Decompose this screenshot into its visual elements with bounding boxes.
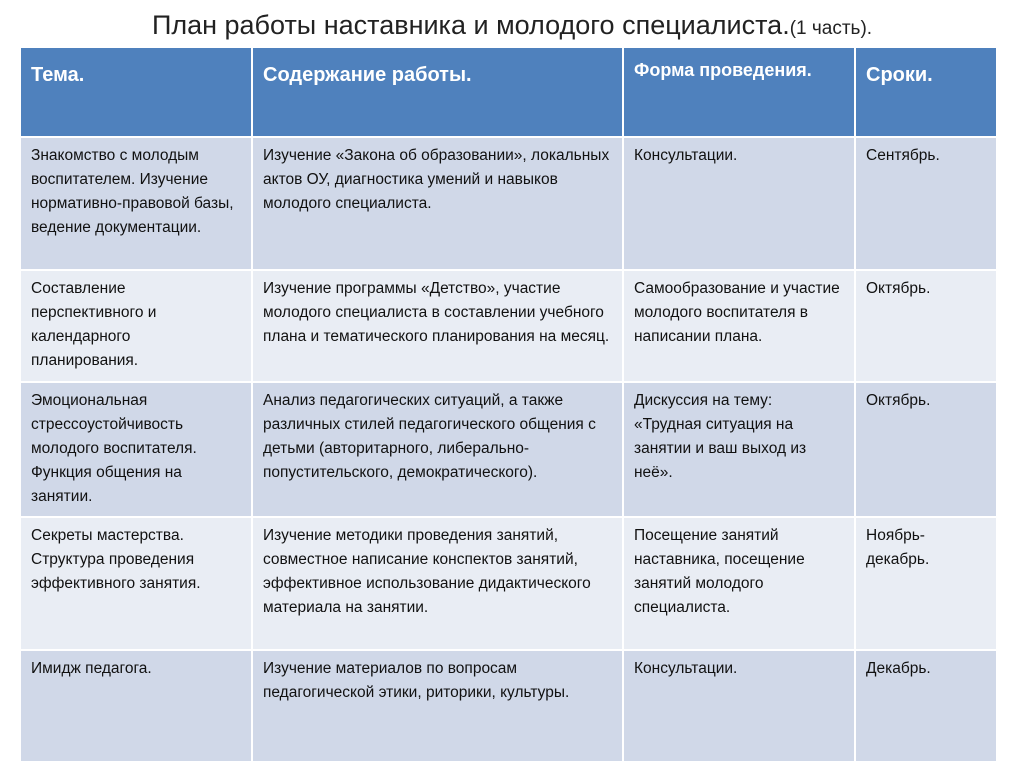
cell-topic: Знакомство с молодым воспитателем. Изучение нормативно-правовой базы, ведение документации. (20, 137, 252, 270)
table-row (20, 517, 997, 650)
table-row (20, 137, 997, 270)
table-row (20, 270, 997, 382)
page-title (0, 0, 1024, 48)
cell-term: Октябрь. (855, 270, 997, 382)
cell-form: Консультации. (623, 137, 855, 270)
cell-content: Изучение «Закона об образовании», локальных актов ОУ, диагностика умений и навыков молодого специалиста. (252, 137, 623, 270)
cell-topic: Эмоциональная стрессоустойчивость молодого воспитателя. Функция общения на занятии. (20, 382, 252, 517)
cell-term: Сентябрь. (855, 137, 997, 270)
cell-form: Самообразование и участие молодого воспитателя в написании плана. (623, 270, 855, 382)
cell-topic: Имидж педагога. (20, 650, 252, 762)
cell-term: Октябрь. (855, 382, 997, 517)
title-main: План работы наставника и молодого специалиста. (151, 10, 790, 40)
cell-form: Консультации. (623, 650, 855, 762)
header-term: Сроки. (855, 47, 997, 137)
title-part: (1 часть). (789, 18, 873, 39)
cell-term: Ноябрь-декабрь. (855, 517, 997, 650)
cell-form: Дискуссия на тему: «Трудная ситуация на занятии и ваш выход из неё». (623, 382, 855, 517)
header-topic: Тема. (20, 47, 252, 137)
cell-form: Посещение занятий наставника, посещение занятий молодого специалиста. (623, 517, 855, 650)
cell-content: Изучение методики проведения занятий, совместное написание конспектов занятий, эффективное использование дидактического материала на занятии. (252, 517, 623, 650)
header-content: Содержание работы. (252, 47, 623, 137)
cell-term: Декабрь. (855, 650, 997, 762)
plan-table (19, 46, 998, 763)
table-row (20, 382, 997, 517)
table-row (20, 650, 997, 762)
header-row (20, 47, 997, 137)
cell-topic: Секреты мастерства. Структура проведения эффективного занятия. (20, 517, 252, 650)
header-form: Форма проведения. (623, 47, 855, 137)
cell-topic: Составление перспективного и календарного планирования. (20, 270, 252, 382)
cell-content: Изучение материалов по вопросам педагогической этики, риторики, культуры. (252, 650, 623, 762)
cell-content: Анализ педагогических ситуаций, а также различных стилей педагогического общения с детьми (авторитарного, либерально-попустительского, демократического). (252, 382, 623, 517)
cell-content: Изучение программы «Детство», участие молодого специалиста в составлении учебного плана и тематического планирования на месяц. (252, 270, 623, 382)
